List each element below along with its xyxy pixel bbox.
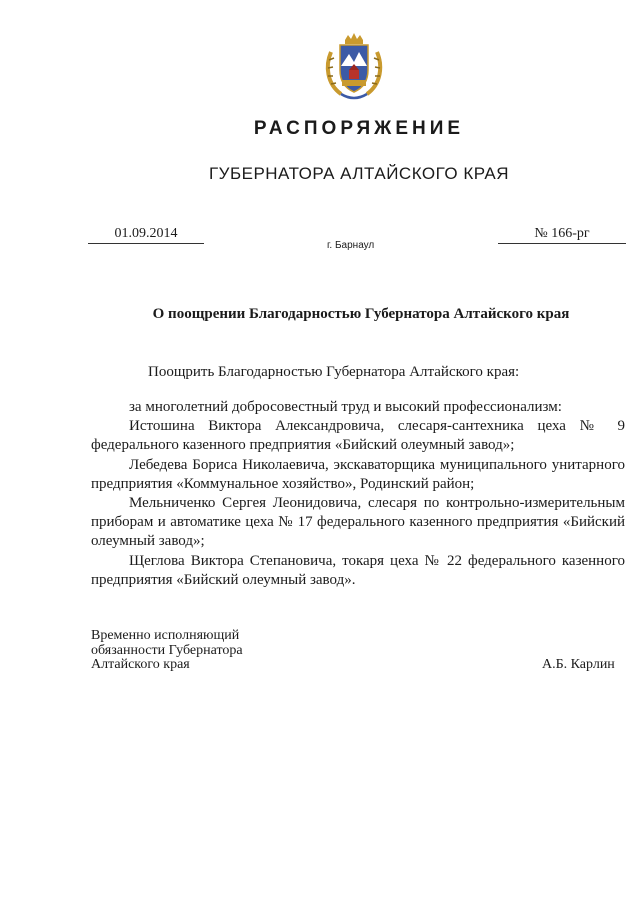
body-paragraph: за многолетний добросовестный труд и высокий профессионализм: [129, 399, 562, 415]
signatory-position-line: Временно исполняющий [91, 628, 240, 643]
signatory-name: А.Б. Карлин [542, 657, 615, 672]
document-heading: РАСПОРЯЖЕНИЕ [253, 118, 465, 139]
document-city: г. Барнаул [327, 240, 375, 251]
signatory-position [91, 629, 243, 673]
document-date: 01.09.2014 [88, 226, 204, 244]
document-number: № 166-рг [498, 226, 626, 244]
body-paragraph: Щеглова Виктора Степановича, токаря цеха № 22 федерального казенного предприятия «Бийский олеумный завод». [91, 552, 625, 588]
body-paragraph: Истошина Виктора Александровича, слесаря-сантехника цеха № 9 федерального казенного предприятия «Бийский олеумный завод»; [91, 418, 625, 454]
document-subheading: ГУБЕРНАТОРА АЛТАЙСКОГО КРАЯ [208, 164, 510, 183]
document-title: О поощрении Благодарностью Губернатора Алтайского края [152, 306, 570, 322]
document-body [91, 398, 625, 590]
body-paragraph: Мельниченко Сергея Леонидовича, слесаря по контрольно-измерительным приборам и автоматике цеха № 17 федерального казенного предприятия «Бийский олеумный завод»; [91, 495, 625, 550]
coat-of-arms-emblem [323, 32, 385, 104]
body-paragraph: Лебедева Бориса Николаевича, экскаваторщика муниципального унитарного предприятия «Коммунальное хозяйство», Родинский район; [91, 456, 625, 492]
signatory-position-line: обязанности Губернатора [91, 642, 243, 658]
lead-paragraph: Поощрить Благодарностью Губернатора Алтайского края: [148, 364, 520, 380]
signatory-position-line: Алтайского края [91, 657, 190, 672]
